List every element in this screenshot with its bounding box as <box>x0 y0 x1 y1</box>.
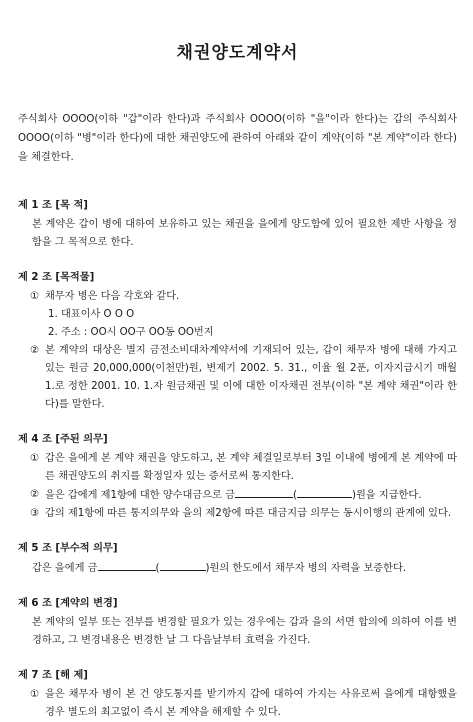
item-number: ① <box>30 291 40 302</box>
article-7 <box>18 667 457 722</box>
item-number: ① <box>30 453 40 464</box>
article-6-heading: 제 6 조 [계약의 변경] <box>18 598 118 609</box>
article-5 <box>18 540 457 578</box>
item-text <box>45 486 457 505</box>
item-number: ② <box>30 489 40 500</box>
intro-paragraph: 주식회사 OOOO(이하 "갑"이라 한다)과 주식회사 OOOO(이하 "을"이라 한다)는 갑의 주식회사 OOOO(이하 "병"이라 한다)에 대한 채권양도에 관하여 아래와 같이 계약(이하 "본 계약"이라 한다)을 체결한다. <box>18 114 457 163</box>
document-title: 채권양도계약서 <box>176 43 299 63</box>
article-1-heading: 제 1 조 [목 적] <box>18 200 88 211</box>
body-part: 갑은 을에게 금 <box>32 563 98 574</box>
item-number: ② <box>30 345 40 356</box>
article-6 <box>18 595 457 650</box>
amount-blank-field <box>235 486 293 498</box>
item-text: 본 계약의 대상은 별지 금전소비대차계약서에 기재되어 있는, 갑이 채무자 병에 대해 가지고 있는 원금 20,000,000(이천만)원, 변제기 2002. 5. 31., 이율 월 2푼, 이자지급시기 매월 1.로 정한 2001. 10. 1.자 원금채권 및 이에 대한 이자채권 전부(이하 "본 계약 채권"이라 한다)를 말한다. <box>45 345 457 410</box>
body-part: ( <box>155 563 160 574</box>
item-text-part: 을은 갑에게 제1항에 대한 양수대금으로 금 <box>45 490 235 501</box>
article-5-heading: 제 5 조 [부수적 의무] <box>18 543 118 554</box>
article-2-heading: 제 2 조 [목적물] <box>18 272 95 283</box>
item-text: 갑의 제1항에 따른 통지의무와 을의 제2항에 따른 대금지급 의무는 동시이행의 관계에 있다. <box>45 508 452 519</box>
article-2-sub-1: 1. 대표이사 O O O <box>48 309 135 320</box>
article-2 <box>18 269 457 414</box>
item-text: 갑은 을에게 본 계약 채권을 양도하고, 본 계약 체결일로부터 3일 이내에 병에게 본 계약에 따른 채권양도의 취지를 확정일자 있는 증서로써 통지한다. <box>45 453 457 482</box>
item-number: ① <box>30 689 40 700</box>
article-6-body: 본 계약의 일부 또는 전부를 변경할 필요가 있는 경우에는 갑과 을의 서면 합의에 의하여 이를 변경하고, 그 변경내용은 변경한 날 그 다음날부터 효력을 가진다. <box>32 617 457 646</box>
item-text-part: )원을 지급한다. <box>351 490 422 501</box>
article-7-heading: 제 7 조 [해 제] <box>18 670 88 681</box>
article-2-sub-2: 2. 주소 : OO시 OO구 OO동 OO번지 <box>48 327 214 338</box>
article-2-item-1 <box>18 288 457 306</box>
article-1 <box>18 197 457 252</box>
article-7-item-1 <box>18 686 457 722</box>
article-4-item-3 <box>18 505 457 523</box>
item-text-part: ( <box>292 490 297 501</box>
article-4 <box>18 431 457 523</box>
article-1-body: 본 계약은 갑이 병에 대하여 보유하고 있는 채권을 을에게 양도함에 있어 필요한 제반 사항을 정함을 그 목적으로 한다. <box>32 219 457 248</box>
guarantee-words-blank-field <box>160 559 206 571</box>
article-2-item-2 <box>18 342 457 414</box>
item-text: 채무자 병은 다음 각호와 같다. <box>45 291 180 302</box>
article-4-heading: 제 4 조 [주된 의무] <box>18 434 108 445</box>
body-part: )원의 한도에서 채무자 병의 자력을 보증한다. <box>205 563 407 574</box>
amount-words-blank-field <box>297 486 352 498</box>
guarantee-amount-blank-field <box>98 559 156 571</box>
item-number: ③ <box>30 508 40 519</box>
item-text: 을은 채무자 병이 본 건 양도통지를 받기까지 갑에 대하여 가지는 사유로써 을에게 대항했을 경우 별도의 최고없이 즉시 본 계약을 해제할 수 있다. <box>45 689 457 718</box>
article-5-body <box>18 559 457 578</box>
article-4-item-2 <box>18 486 457 505</box>
article-4-item-1 <box>18 450 457 486</box>
